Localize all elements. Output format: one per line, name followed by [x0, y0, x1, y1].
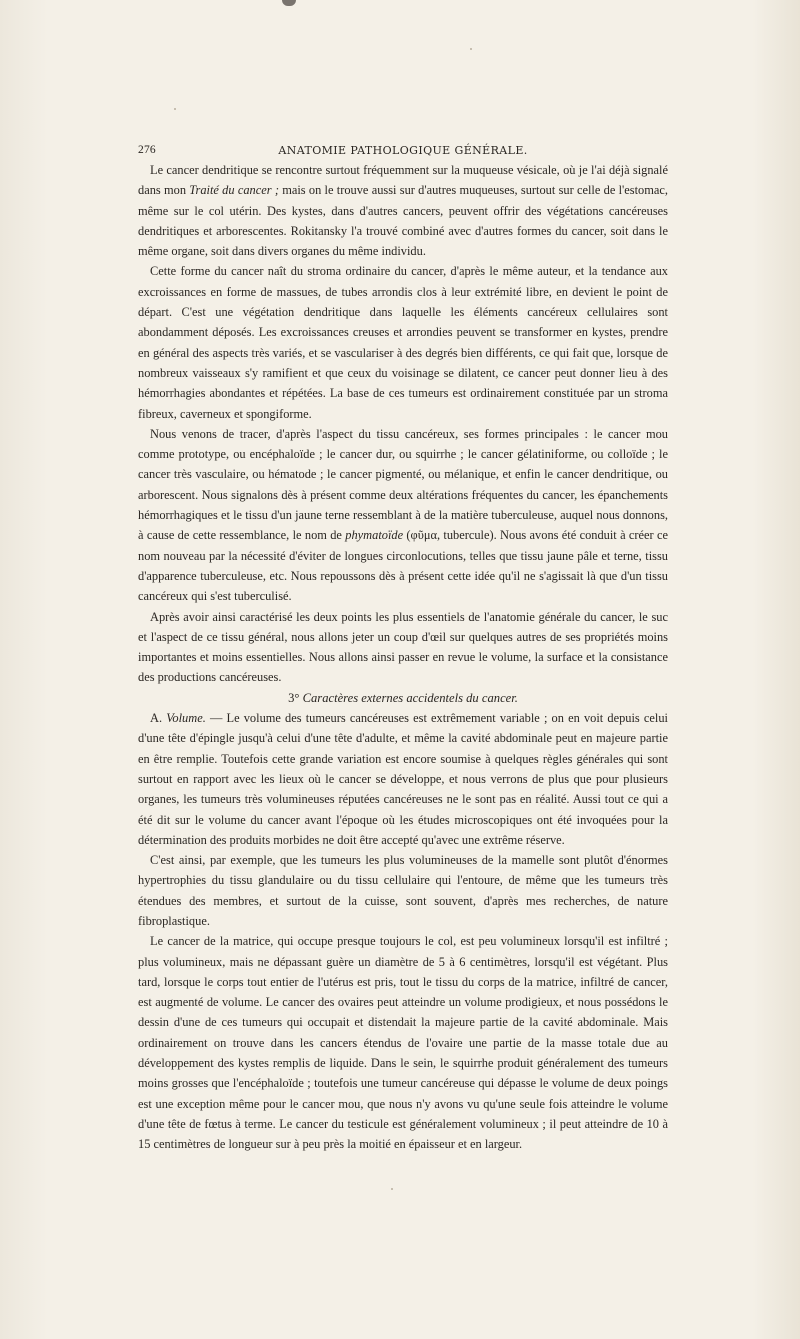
text-run: (φῦμα, tubercule). Nous avons été conduit à créer ce nom nouveau par la nécessité d'éviter de longues circonlocutions, telles que tissu jaune pâle et terne, tissu d'apparence tuberculeuse, etc. Nous repoussons dès à présent cette idée qu'il ne s'agissait là que d'un tissu cancéreux qui s'est tuberculisé. [138, 528, 668, 604]
section-number: 3° [288, 690, 300, 705]
section-title: Caractères externes accidentels du cancer. [302, 690, 518, 705]
scan-mark [282, 0, 296, 6]
italic-term: phymatoïde [345, 528, 404, 543]
page-number: 276 [138, 144, 156, 156]
text-run: Nous venons de tracer, d'après l'aspect du tissu cancéreux, ses formes principales : le cancer mou comme prototype, ou encéphaloïde ; le cancer dur, ou squirrhe ; le cancer gélatiniforme, ou colloïde ; le cancer très vasculaire, ou hématode ; le cancer pigmenté, ou mélanique, et enfin le cancer dendritique, ou arborescent. Nous signalons dès à présent comme deux altérations fréquentes du cancer, les épanchements hémorrhagiques et le tissu d'un jaune terne ressemblant à de la matière tuberculeuse, auquel nous donnons, à cause de cette ressemblance, le nom de [138, 426, 668, 543]
paragraph [138, 424, 668, 607]
subsection-label: A. [150, 711, 167, 726]
paper-speck [391, 1188, 393, 1190]
paragraph: C'est ainsi, par exemple, que les tumeurs les plus volumineuses de la mamelle sont plutôt d'énormes hypertrophies du tissu glandulaire ou du tissu cellulaire qui l'entoure, de même que les tumeurs très étendues des membres, et surtout de la cuisse, sont souvent, d'après mes recherches, de nature fibroplastique. [138, 853, 668, 928]
text-run: Le cancer dendritique se rencontre surtout fréquemment sur la muqueuse vésicale, où je l'ai déjà signalé dans mon [138, 163, 668, 198]
paragraph [138, 708, 668, 850]
text-run: mais on le trouve aussi sur d'autres muqueuses, surtout sur celle de l'estomac, même sur le col utérin. Des kystes, dans d'autres cancers, peuvent offrir des végétations cancéreuses dendritiques et arborescentes. Rokitansky l'a trouvé combiné avec d'autres formes du cancer, soit dans le même organe, soit dans divers organes du même individu. [138, 183, 668, 259]
subsection-title: Volume. [166, 711, 206, 726]
paragraph: Le cancer de la matrice, qui occupe presque toujours le col, est peu volumineux lorsqu'il est infiltré ; plus volumineux, mais ne dépassant guère un diamètre de 5 à 6 centimètres, lorsqu'il est végétant. Plus tard, lorsque le corps tout entier de l'utérus est pris, tout le tissu du corps de la matrice, infiltré de cancer, est augmenté de volume. Le cancer des ovaires peut atteindre un volume prodigieux, et nous possédons le dessin d'une de ces tumeurs qui occupait et distendait la majeure partie de la cavité abdominale. Mais ordinairement on trouve dans les cancers étendus de l'ovaire une partie de la masse totale due au développement des kystes remplis de liquide. Dans le sein, le squirrhe produit généralement des tumeurs moins grosses que l'encéphaloïde ; toutefois une tumeur cancéreuse qui dépasse le volume de deux poings est une exception même pour le cancer mou, que nous n'y avons vu qu'une seule fois atteindre le volume d'une tête de fœtus à terme. Le cancer du testicule est généralement volumineux ; il peut atteindre de 10 à 15 centimètres de longueur sur à peu près la moitié en épaisseur et en largeur. [138, 934, 668, 1152]
paper-speck [174, 108, 176, 110]
paragraph: Après avoir ainsi caractérisé les deux points les plus essentiels de l'anatomie générale du cancer, le suc et l'aspect de ce tissu général, nous allons jeter un coup d'œil sur quelques autres de ses propriétés moins importantes et moins essentielles. Nous allons ainsi passer en revue le volume, la surface et la consistance des productions cancéreuses. [138, 609, 668, 685]
paragraph: Cette forme du cancer naît du stroma ordinaire du cancer, d'après le même auteur, et la tendance aux excroissances en forme de massues, de tubes arrondis clos à leur extrémité libre, en devient le point de départ. C'est une végétation dendritique dans laquelle les éléments cancéreux cellulaires sont abondamment déposés. Les excroissances creuses et arrondies peuvent se transformer en kystes, prendre en général des aspects très variés, et se vasculariser à des degrés bien différents, ce qui fait que, lorsque de nombreux vaisseaux s'y ramifient et que ceux du voisinage se dilatent, ce cancer peut donner lieu à des hémorrhagies abondantes et répétées. La base de ces tumeurs est ordinairement constituée par un stroma fibreux, caverneux et spongiforme. [138, 264, 668, 421]
paper-speck [470, 48, 472, 50]
text-run: — Le volume des tumeurs cancéreuses est extrêmement variable ; on en voit depuis celui d'une tête d'épingle jusqu'à celui d'une tête d'adulte, et même la cavité abdominale peut en majeure partie en être remplie. Toutefois cette grande variation est encore soumise à quelques règles générales qui sont surtout en rapport avec les lieux où le cancer se développe, et nous verrons de plus que pour plusieurs organes, les tumeurs très volumineuses réputées cancéreuses ne le sont pas en réalité. Aussi tout ce qui a été dit sur le volume du cancer avant l'époque où les études microscopiques ont été invoquées pour la détermination des produits morbides ne doit être accepté qu'avec une extrême réserve. [138, 711, 668, 847]
italic-title: Traité du cancer ; [189, 183, 279, 198]
page-header [138, 144, 668, 156]
body-text [138, 160, 668, 1155]
paragraph [138, 160, 668, 261]
section-heading [138, 688, 668, 708]
running-title: ANATOMIE PATHOLOGIQUE GÉNÉRALE. [278, 144, 528, 157]
